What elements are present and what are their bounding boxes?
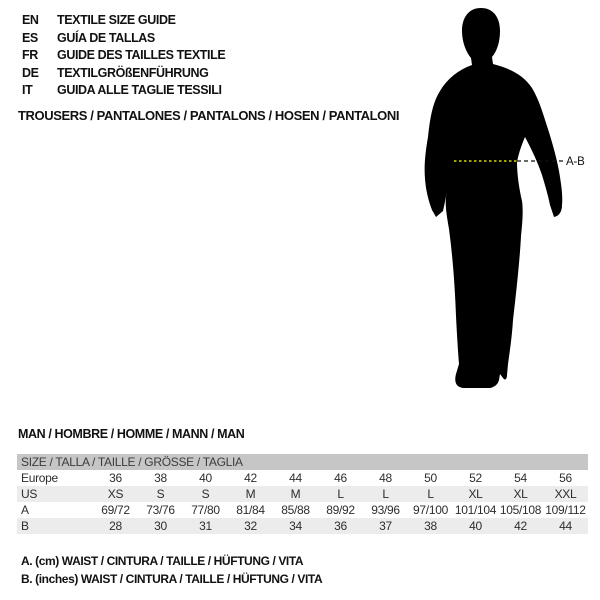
size-table-body xyxy=(17,470,588,534)
man-silhouette xyxy=(420,4,590,394)
size-cell: XS xyxy=(107,487,124,501)
table-row xyxy=(17,502,588,518)
size-cell: M xyxy=(245,487,256,501)
size-cell: M xyxy=(290,487,301,501)
size-cell: 109/112 xyxy=(545,503,586,517)
language-title: TEXTILE SIZE GUIDE xyxy=(57,13,176,27)
size-cell: S xyxy=(201,487,210,501)
size-cell: 44 xyxy=(289,471,302,485)
measurement-notes xyxy=(21,552,322,588)
size-cell: 52 xyxy=(469,471,482,485)
size-cell: 48 xyxy=(379,471,392,485)
language-row xyxy=(22,47,225,65)
size-cell: 42 xyxy=(514,519,527,533)
language-row xyxy=(22,82,225,100)
row-label: B xyxy=(21,519,29,533)
language-title: GUIDA ALLE TAGLIE TESSILI xyxy=(57,83,222,97)
size-cell: XXL xyxy=(554,487,577,501)
size-cell: 46 xyxy=(334,471,347,485)
size-cell: 38 xyxy=(154,471,167,485)
size-cell: 40 xyxy=(199,471,212,485)
size-cell: 38 xyxy=(424,519,437,533)
size-cell: S xyxy=(156,487,165,501)
row-label: US xyxy=(21,487,38,501)
size-cell: XL xyxy=(468,487,483,501)
measure-label: A-B xyxy=(566,156,585,168)
language-list xyxy=(22,12,225,100)
note-waist-inches: B. (inches) WAIST / CINTURA / TAILLE / HÜFTUNG / VITA xyxy=(21,572,323,586)
size-cell: 28 xyxy=(109,519,122,533)
size-cell: 101/104 xyxy=(454,503,497,517)
size-cell: 105/108 xyxy=(499,503,542,517)
size-cell: 89/92 xyxy=(326,503,355,517)
size-table-header: SIZE / TALLA / TAILLE / GRÖSSE / TAGLIA xyxy=(17,454,588,470)
size-cell: 40 xyxy=(469,519,482,533)
note-waist-cm: A. (cm) WAIST / CINTURA / TAILLE / HÜFTUNG / VITA xyxy=(21,554,304,568)
size-cell: 85/88 xyxy=(281,503,310,517)
size-cell: 81/84 xyxy=(236,503,265,517)
silhouette-shape xyxy=(425,8,563,388)
language-row xyxy=(22,30,225,48)
language-title: TEXTILGRÖßENFÜHRUNG xyxy=(57,65,209,80)
size-cell: L xyxy=(427,487,434,501)
size-cell: 31 xyxy=(199,519,212,533)
size-cell: 37 xyxy=(379,519,392,533)
table-row xyxy=(17,470,588,486)
table-row xyxy=(17,486,588,502)
language-code: EN xyxy=(22,13,39,27)
language-row xyxy=(22,65,225,83)
size-cell: 30 xyxy=(154,519,167,533)
language-code: ES xyxy=(22,30,38,45)
size-cell: 56 xyxy=(559,471,572,485)
language-code: DE xyxy=(22,65,39,80)
size-cell: 73/76 xyxy=(146,503,175,517)
size-table xyxy=(17,470,588,534)
language-title: GUÍA DE TALLAS xyxy=(57,30,155,45)
size-cell: 34 xyxy=(289,519,302,533)
section-title: MAN / HOMBRE / HOMME / MANN / MAN xyxy=(18,427,245,441)
size-cell: 69/72 xyxy=(101,503,130,517)
size-cell: L xyxy=(337,487,344,501)
row-label: Europe xyxy=(21,471,58,485)
size-cell: 77/80 xyxy=(191,503,220,517)
size-cell: 36 xyxy=(334,519,347,533)
row-label: A xyxy=(21,503,29,517)
category-title: TROUSERS / PANTALONES / PANTALONS / HOSEN / PANTALONI xyxy=(18,108,400,123)
table-row xyxy=(17,518,588,534)
language-code: FR xyxy=(22,48,38,62)
size-cell: 36 xyxy=(109,471,122,485)
language-row xyxy=(22,12,225,30)
language-title: GUIDE DES TAILLES TEXTILE xyxy=(57,48,226,62)
language-code: IT xyxy=(22,83,33,97)
size-cell: 97/100 xyxy=(413,503,448,517)
size-cell: L xyxy=(382,487,389,501)
size-cell: 42 xyxy=(244,471,257,485)
size-cell: 93/96 xyxy=(371,503,400,517)
size-cell: 54 xyxy=(514,471,527,485)
size-cell: 32 xyxy=(244,519,257,533)
size-cell: XL xyxy=(513,487,528,501)
size-cell: 44 xyxy=(559,519,572,533)
size-cell: 50 xyxy=(424,471,437,485)
